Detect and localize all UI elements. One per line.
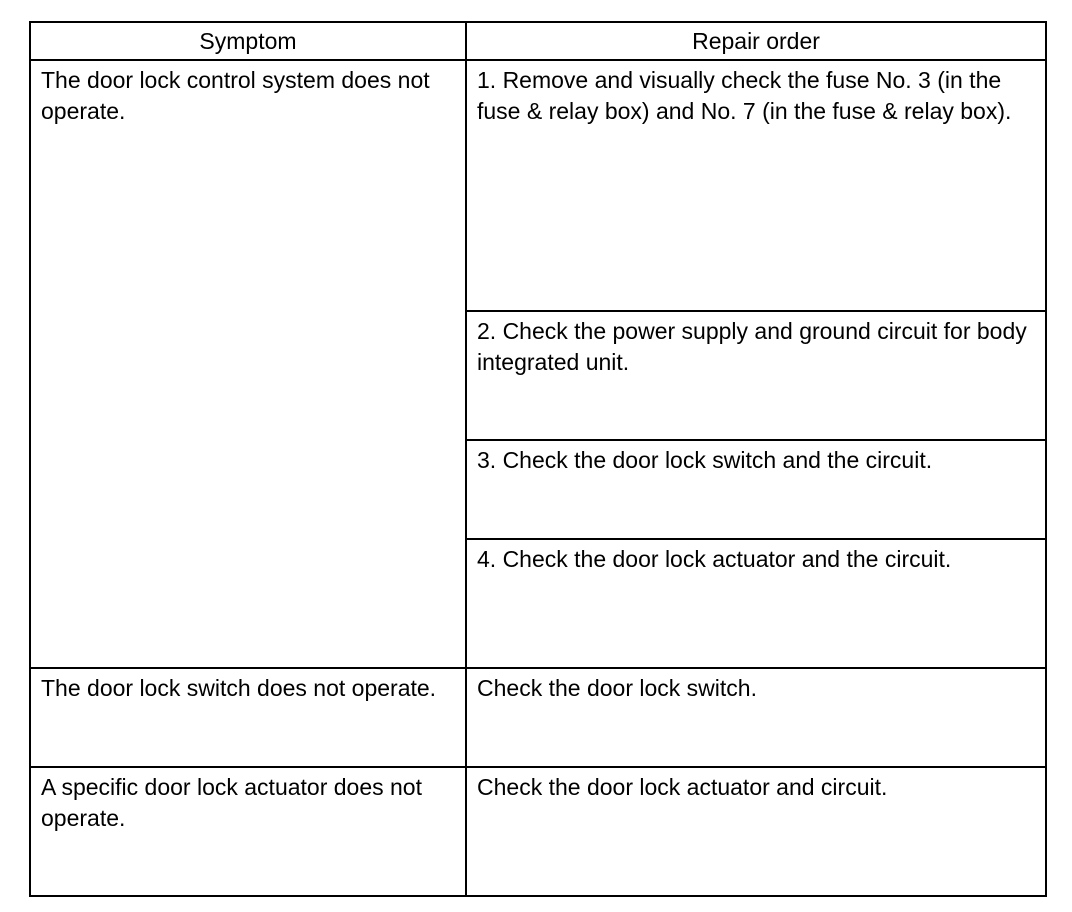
repair-step-cell: 4. Check the door lock actuator and the circuit. bbox=[466, 539, 1046, 668]
repair-step-cell: Check the door lock switch. bbox=[466, 668, 1046, 767]
table-row bbox=[30, 60, 1046, 311]
symptom-cell: The door lock switch does not operate. bbox=[30, 668, 466, 767]
repair-order-column-header: Repair order bbox=[466, 22, 1046, 60]
symptom-cell: The door lock control system does not operate. bbox=[30, 60, 466, 668]
repair-step-cell: Check the door lock actuator and circuit. bbox=[466, 767, 1046, 896]
repair-step-cell: 1. Remove and visually check the fuse No. 3 (in the fuse & relay box) and No. 7 (in the fuse & relay box). bbox=[466, 60, 1046, 311]
repair-step-cell: 3. Check the door lock switch and the circuit. bbox=[466, 440, 1046, 539]
table-header-row bbox=[30, 22, 1046, 60]
repair-step-cell: 2. Check the power supply and ground circuit for body integrated unit. bbox=[466, 311, 1046, 440]
symptom-column-header: Symptom bbox=[30, 22, 466, 60]
table-row bbox=[30, 668, 1046, 767]
table-row bbox=[30, 767, 1046, 896]
repair-table bbox=[29, 21, 1047, 897]
symptom-cell: A specific door lock actuator does not operate. bbox=[30, 767, 466, 896]
